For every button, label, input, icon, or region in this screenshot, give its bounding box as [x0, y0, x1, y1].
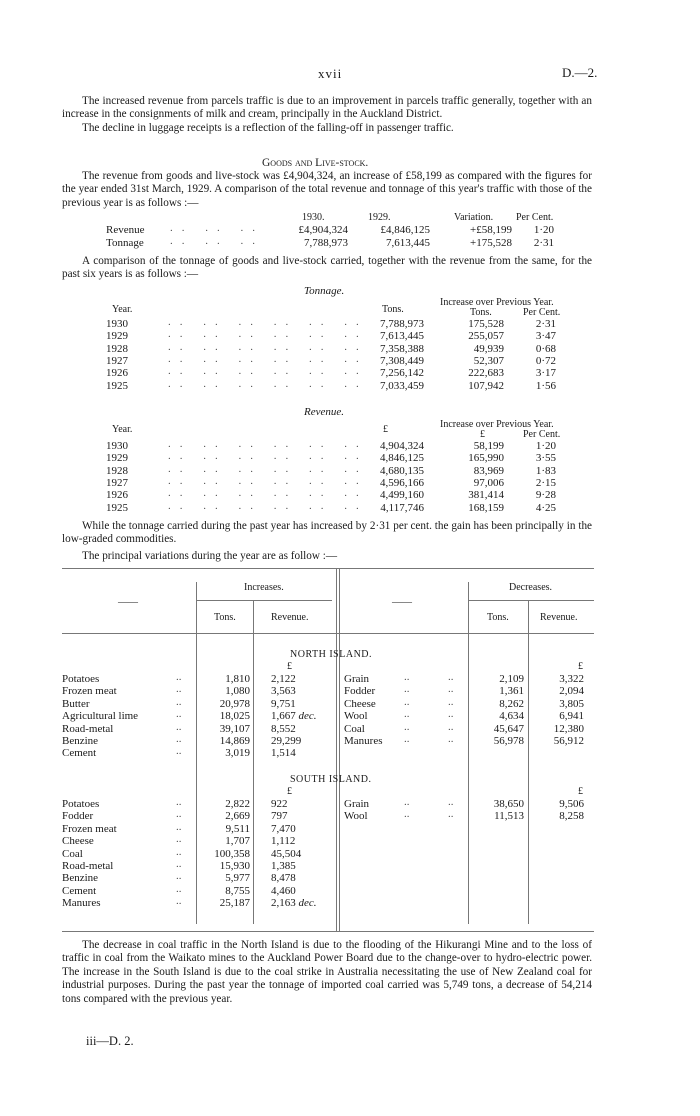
year-cell: 1930 [106, 440, 128, 452]
increase-value-cell: 222,683 [468, 367, 504, 380]
leader-dots: .. [404, 733, 410, 745]
increase-revenue: 45,504 [271, 847, 302, 860]
leader-dots: .. [448, 720, 454, 733]
increase-tons: 8,755 [225, 884, 250, 897]
increase-tons: 18,025 [219, 710, 250, 723]
leader-dots: .. .. .. .. .. .. [168, 474, 368, 487]
increase-value-cell: 83,969 [473, 464, 504, 477]
increase-item-name: Agricultural lime [62, 710, 139, 723]
increases-tons-label: Tons. [214, 612, 236, 623]
increase-item-name: Benzine [62, 735, 99, 747]
decrease-item-name: Cheese [344, 697, 376, 710]
main-value-cell: 4,680,135 [380, 464, 424, 477]
north-island-label: NORTH ISLAND. [290, 649, 373, 660]
leader-dots: .. [176, 733, 182, 745]
leader-dots: .. .. .. .. .. .. [168, 365, 368, 378]
increase-item-name: Potatoes [62, 673, 100, 685]
tonnage-col-year: Year. [112, 304, 133, 315]
increase-item-name: Potatoes [62, 798, 100, 810]
decrease-tons: 56,978 [493, 735, 524, 747]
vrule-mid-2 [339, 569, 340, 931]
increase-revenue: 4,460 [271, 884, 296, 897]
leader-dots: .. [448, 671, 454, 683]
increase-revenue: 1,385 [271, 860, 296, 872]
leader-dots: .. [176, 708, 182, 721]
year-cell: 1927 [106, 476, 128, 489]
main-value-cell: 4,596,166 [380, 476, 424, 489]
decrease-revenue: 56,912 [553, 735, 584, 747]
leader-dots: .. [176, 858, 182, 870]
year-cell: 1927 [106, 354, 128, 367]
leader-dots: .. [176, 882, 182, 895]
increase-tons: 2,669 [225, 810, 250, 823]
increase-tons: 1,707 [225, 835, 250, 848]
increase-value-cell: 52,307 [473, 354, 504, 367]
increase-item-name: Cement [62, 884, 97, 897]
leader-dots: .. .. .. [170, 234, 264, 247]
vrule-mid-1 [336, 569, 337, 931]
increases-subrule [196, 600, 332, 601]
increase-tons: 14,869 [219, 735, 250, 747]
closing-paragraph: The decrease in coal traffic in the North Island is due to the flooding of the Hikurangi Mine and to the loss of traffic in coal from the Waikato mines to the Auckland Power Board due to the change-over to hydro-electric power. The increase in the South Island is due to the coal strike in Australia necessitating the use of New Zealand coal for industrial purposes. During the past year the tonnage of imported coal carried was 5,749 tons, a decrease of 54,214 tons compared with the previous year. [62, 939, 592, 1005]
increase-item-name: Butter [62, 697, 90, 710]
six-year-paragraph: A comparison of the tonnage of goods and live-stock carried, together with the revenue from the same, for the past six years is as follows :— [62, 255, 592, 281]
leader-dots: .. .. .. .. .. .. [168, 499, 368, 512]
document-reference: D.—2. [562, 65, 598, 80]
increase-tons: 2,822 [225, 798, 250, 810]
decrease-item-name: Wool [344, 710, 368, 723]
increase-revenue: 1,112 [271, 835, 296, 848]
decrease-tons: 2,109 [499, 673, 524, 685]
decrease-tons: 1,361 [499, 685, 524, 698]
increase-revenue: 2,163 dec. [271, 897, 317, 910]
increase-item-name: Benzine [62, 872, 99, 885]
leader-dots: .. [176, 745, 182, 758]
increase-tons: 1,810 [225, 673, 250, 685]
increases-label: Increases. [244, 582, 284, 593]
leader-dots: .. .. .. [170, 222, 264, 234]
leader-dots: .. [448, 796, 454, 808]
increase-revenue: 922 [271, 798, 288, 810]
main-value-cell: 4,904,324 [380, 440, 424, 452]
percent-cell: 9·28 [535, 489, 556, 502]
leader-dots: .. .. .. .. .. .. [168, 340, 368, 353]
increase-item-name: Fodder [62, 810, 94, 823]
increase-value-cell: 381,414 [468, 489, 504, 502]
comparison-row-1930: 7,788,973 [304, 236, 348, 249]
leader-dots: .. [176, 833, 182, 846]
decreases-subrule [468, 600, 594, 601]
leader-dots: .. .. .. .. .. .. [168, 438, 368, 450]
comparison-row-variation: +£58,199 [470, 224, 512, 236]
decrease-revenue: 9,506 [559, 798, 584, 810]
revenue-table-title: Revenue. [304, 406, 344, 418]
leader-dots: .. .. .. .. .. .. [168, 328, 368, 341]
percent-cell: 3·17 [535, 367, 556, 380]
main-value-cell: 7,613,445 [380, 330, 424, 343]
decrease-tons: 4,634 [499, 710, 524, 723]
percent-cell: 1·83 [535, 464, 556, 477]
goods-paragraph: The revenue from goods and live-stock was £4,904,324, an increase of £58,199 as compared with the figures for the year ended 31st March, 1929. A comparison of the total revenue and tonnage of this year's traffic with those of the previous year is as follows :— [62, 170, 592, 209]
leader-dots: .. [176, 720, 182, 733]
leader-dots: .. [404, 671, 410, 683]
leader-dots: .. [176, 895, 182, 908]
increase-item-name: Coal [62, 847, 83, 860]
revenue-col-main: £ [383, 424, 388, 435]
south-increase-pound: £ [287, 786, 292, 797]
main-value-cell: 7,256,142 [380, 367, 424, 380]
year-cell: 1926 [106, 489, 128, 502]
decrease-tons: 45,647 [493, 722, 524, 735]
intro-paragraph-2: The decline in luggage receipts is a reflection of the falling-off in passenger traffic. [82, 122, 454, 134]
leader-dots: .. [176, 820, 182, 833]
leader-dots: .. [404, 720, 410, 733]
increase-revenue: 8,552 [271, 722, 296, 735]
increase-value-cell: 49,939 [473, 342, 504, 355]
main-value-cell: 4,846,125 [380, 452, 424, 465]
main-value-cell: 7,788,973 [380, 318, 424, 330]
increase-item-name: Road-metal [62, 722, 114, 735]
increase-item-name: Manures [62, 897, 101, 910]
year-cell: 1926 [106, 367, 128, 380]
footer-signature: iii—D. 2. [86, 1034, 134, 1048]
comparison-row-percent: 1·20 [533, 224, 554, 236]
table-header-rule [62, 633, 594, 634]
south-island-label: SOUTH ISLAND. [290, 774, 372, 785]
right-dash: —— [392, 597, 412, 608]
decrease-item-name: Manures [344, 735, 383, 747]
increase-revenue: 29,299 [271, 735, 302, 747]
comparison-row-label: Tonnage [106, 236, 144, 249]
year-cell: 1928 [106, 464, 128, 477]
decrease-tons: 11,513 [494, 810, 524, 823]
revenue-col-inc-pct: Per Cent. [523, 429, 561, 440]
increase-value-cell: 175,528 [468, 318, 504, 330]
increase-item-name: Road-metal [62, 860, 114, 872]
table-top-rule [62, 568, 594, 569]
decrease-revenue: 3,322 [559, 673, 584, 685]
comparison-header-1929: 1929. [368, 212, 391, 223]
increase-tons: 1,080 [225, 685, 250, 698]
decreases-revenue-label: Revenue. [540, 612, 578, 623]
increase-revenue: 1,667 dec. [271, 710, 317, 723]
main-value-cell: 4,117,746 [380, 501, 424, 514]
leader-dots: .. [404, 796, 410, 808]
increase-item-name: Frozen meat [62, 822, 117, 835]
year-cell: 1928 [106, 342, 128, 355]
decrease-item-name: Grain [344, 673, 370, 685]
increase-tons: 9,511 [225, 822, 250, 835]
comparison-row-1929: £4,846,125 [380, 224, 430, 236]
increase-value-cell: 97,006 [473, 476, 504, 489]
decrease-revenue: 2,094 [559, 685, 584, 698]
main-value-cell: 7,308,449 [380, 354, 424, 367]
decrease-tons: 8,262 [499, 697, 524, 710]
leader-dots: .. .. .. .. .. .. [168, 316, 368, 328]
leader-dots: .. [404, 695, 410, 708]
decreases-label: Decreases. [509, 582, 553, 593]
increase-revenue: 797 [271, 810, 288, 823]
decrease-revenue: 6,941 [559, 710, 584, 723]
decrease-item-name: Fodder [344, 685, 376, 698]
leader-dots: .. .. .. .. .. .. [168, 377, 368, 390]
tonnage-col-inc-pct: Per Cent. [523, 307, 561, 318]
percent-cell: 0·68 [535, 342, 556, 355]
leader-dots: .. [176, 671, 182, 683]
increases-revenue-label: Revenue. [271, 612, 309, 623]
increase-value-cell: 107,942 [468, 379, 504, 392]
increase-tons: 100,358 [214, 847, 250, 860]
leader-dots: .. [176, 845, 182, 858]
increase-item-name: Cheese [62, 835, 94, 848]
increase-item-name: Cement [62, 747, 97, 760]
page-number: xvii [318, 66, 343, 81]
variations-intro: The principal variations during the year are as follow :— [82, 550, 338, 562]
main-value-cell: 7,358,388 [380, 342, 424, 355]
north-increase-pound: £ [287, 661, 292, 672]
main-value-cell: 4,499,160 [380, 489, 424, 502]
decrease-item-name: Grain [344, 798, 370, 810]
leader-dots: .. .. .. .. .. .. [168, 450, 368, 463]
table-bottom-rule [62, 931, 594, 932]
year-cell: 1925 [106, 501, 128, 514]
tonnage-col-inc-abs: Tons. [470, 307, 492, 318]
south-decrease-pound: £ [578, 786, 583, 797]
decrease-revenue: 12,380 [553, 722, 584, 735]
leader-dots: .. [448, 733, 454, 745]
leader-dots: .. [176, 695, 182, 708]
percent-cell: 0·72 [535, 354, 556, 367]
leader-dots: .. .. .. .. .. .. [168, 352, 368, 365]
comparison-row-variation: +175,528 [470, 236, 512, 249]
increase-value-cell: 165,990 [468, 452, 504, 465]
year-cell: 1929 [106, 330, 128, 343]
comparison-header-1930: 1930. [302, 212, 325, 223]
leader-dots: .. [176, 796, 182, 808]
tonnage-paragraph: While the tonnage carried during the past year has increased by 2·31 per cent. the gain has been principally in the low-graded commodities. [62, 520, 592, 546]
percent-cell: 1·20 [535, 440, 556, 452]
increase-value-cell: 255,057 [468, 330, 504, 343]
tonnage-table-title: Tonnage. [304, 285, 345, 297]
increase-tons: 25,187 [219, 897, 250, 910]
increase-revenue: 7,470 [271, 822, 296, 835]
increase-revenue: 3,563 [271, 685, 296, 698]
leader-dots: .. [404, 808, 410, 821]
comparison-row-1930: £4,904,324 [298, 224, 348, 236]
leader-dots: .. [448, 683, 454, 696]
percent-cell: 2·15 [535, 476, 556, 489]
year-cell: 1925 [106, 379, 128, 392]
percent-cell: 3·55 [535, 452, 556, 465]
revenue-col-increase: Increase over Previous Year. [440, 419, 554, 430]
vrule-dec-tons [528, 600, 529, 924]
comparison-row-1929: 7,613,445 [386, 236, 430, 249]
increase-tons: 3,019 [225, 747, 250, 760]
leader-dots: .. [176, 870, 182, 883]
decreases-tons-label: Tons. [487, 612, 509, 623]
leader-dots: .. [448, 708, 454, 721]
intro-paragraph-1: The increased revenue from parcels traffic is due to an improvement in parcels traffic generally, together with an increase in the consignments of milk and cream, principally in the Auckland District. [62, 95, 592, 121]
percent-cell: 4·25 [535, 501, 556, 514]
revenue-col-inc-abs: £ [480, 429, 485, 440]
comparison-row-label: Revenue [106, 224, 145, 236]
revenue-col-year: Year. [112, 424, 133, 435]
leader-dots: .. .. .. .. .. .. [168, 462, 368, 475]
increase-revenue: 2,122 [271, 673, 296, 685]
north-decrease-pound: £ [578, 661, 583, 672]
comparison-row-percent: 2·31 [533, 236, 554, 249]
leader-dots: .. [404, 708, 410, 721]
decrease-revenue: 3,805 [559, 697, 584, 710]
increase-tons: 39,107 [219, 722, 250, 735]
left-dash: —— [118, 597, 138, 608]
leader-dots: .. [404, 683, 410, 696]
leader-dots: .. [448, 695, 454, 708]
decrease-revenue: 8,258 [559, 810, 584, 823]
decrease-tons: 38,650 [493, 798, 524, 810]
comparison-header-percent: Per Cent. [516, 212, 554, 223]
vrule-dec-label [468, 582, 469, 924]
leader-dots: .. [176, 808, 182, 821]
tonnage-col-increase: Increase over Previous Year. [440, 297, 554, 308]
year-cell: 1930 [106, 318, 128, 330]
year-cell: 1929 [106, 452, 128, 465]
percent-cell: 2·31 [535, 318, 556, 330]
increase-revenue: 9,751 [271, 697, 296, 710]
percent-cell: 1·56 [535, 379, 556, 392]
decrease-item-name: Wool [344, 810, 368, 823]
main-value-cell: 7,033,459 [380, 379, 424, 392]
percent-cell: 3·47 [535, 330, 556, 343]
increase-tons: 5,977 [225, 872, 250, 885]
section-heading-goods: Goods and Live-stock. [262, 157, 369, 169]
leader-dots: .. [176, 683, 182, 696]
tonnage-col-main: Tons. [382, 304, 404, 315]
leader-dots: .. .. .. .. .. .. [168, 487, 368, 500]
comparison-header-variation: Variation. [454, 212, 494, 223]
vrule-inc-tons [253, 600, 254, 924]
increase-tons: 15,930 [219, 860, 250, 872]
increase-value-cell: 58,199 [473, 440, 504, 452]
increase-item-name: Frozen meat [62, 685, 117, 698]
increase-tons: 20,978 [219, 697, 250, 710]
increase-revenue: 1,514 [271, 747, 296, 760]
leader-dots: .. [448, 808, 454, 821]
increase-revenue: 8,478 [271, 872, 296, 885]
decrease-item-name: Coal [344, 722, 365, 735]
increase-value-cell: 168,159 [468, 501, 504, 514]
